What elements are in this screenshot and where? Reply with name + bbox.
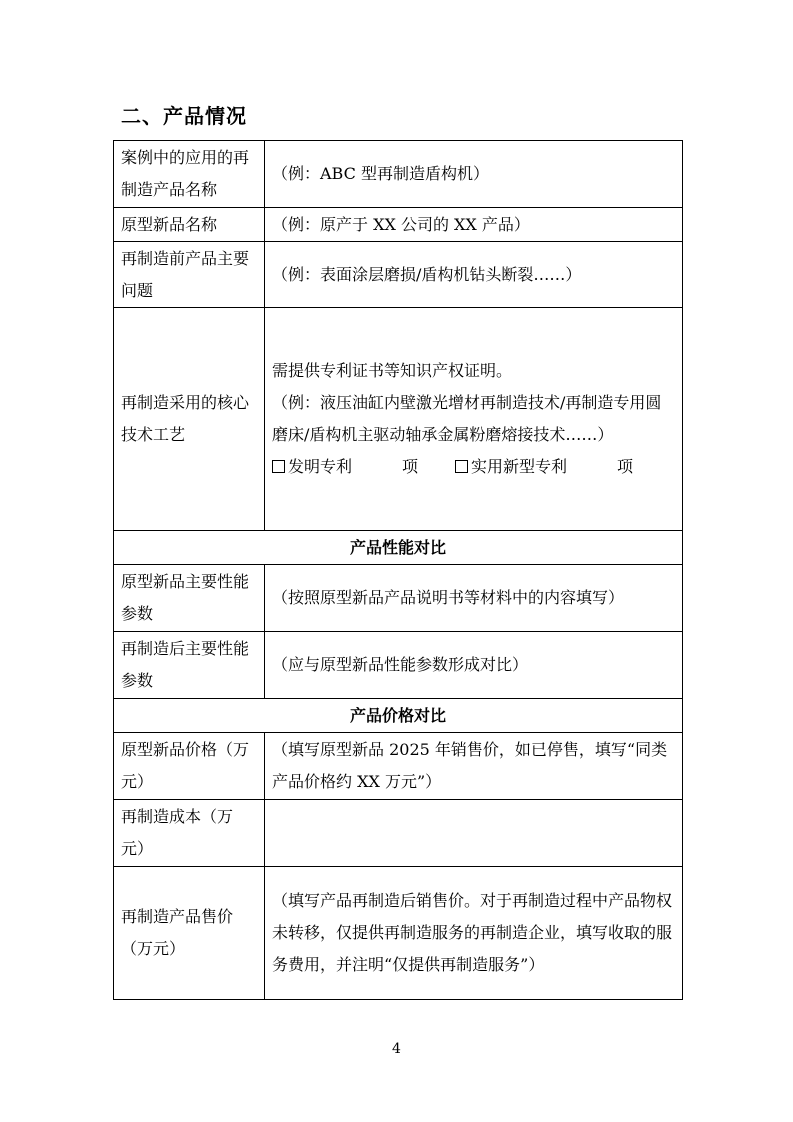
original-price-field[interactable]: （填写原型新品 2025 年销售价，如已停售，填写“同类产品价格约 XX 万元”）	[265, 733, 683, 800]
section-title: 二、产品情况	[121, 104, 247, 128]
utility-patent-checkbox[interactable]	[455, 460, 468, 473]
table-row	[114, 565, 683, 632]
core-tech-example: （例：液压油缸内壁激光增材再制造技术/再制造专用圆磨床/盾构机主驱动轴承金属粉磨熔接技术……）	[272, 393, 662, 444]
table-row	[114, 531, 683, 565]
reman-price-label: 再制造产品售价（万元）	[114, 867, 265, 1000]
page-number: 4	[392, 1041, 401, 1057]
table-row	[114, 308, 683, 531]
core-tech-field[interactable]	[265, 308, 683, 531]
original-name-field[interactable]: （例：原产于 XX 公司的 XX 产品）	[265, 208, 683, 242]
table-row	[114, 632, 683, 699]
original-price-label: 原型新品价格（万元）	[114, 733, 265, 800]
original-performance-field[interactable]: （按照原型新品产品说明书等材料中的内容填写）	[265, 565, 683, 632]
table-row	[114, 208, 683, 242]
invention-patent-unit: 项	[402, 457, 419, 476]
reman-cost-label: 再制造成本（万元）	[114, 800, 265, 867]
performance-comparison-header: 产品性能对比	[114, 531, 683, 565]
price-comparison-header: 产品价格对比	[114, 699, 683, 733]
table-row	[114, 867, 683, 1000]
table-row	[114, 242, 683, 308]
product-info-table	[113, 140, 683, 1000]
reman-price-field[interactable]: （填写产品再制造后销售价。对于再制造过程中产品物权未转移，仅提供再制造服务的再制造企业，填写收取的服务费用，并注明“仅提供再制造服务”）	[265, 867, 683, 1000]
invention-patent-checkbox[interactable]	[272, 460, 285, 473]
utility-patent-label: 实用新型专利	[471, 457, 568, 476]
main-problems-label: 再制造前产品主要问题	[114, 242, 265, 308]
reman-performance-label: 再制造后主要性能参数	[114, 632, 265, 699]
core-tech-label: 再制造采用的核心技术工艺	[114, 308, 265, 531]
main-problems-field[interactable]: （例：表面涂层磨损/盾构机钻头断裂……）	[265, 242, 683, 308]
table-row	[114, 733, 683, 800]
table-row	[114, 699, 683, 733]
table-row	[114, 141, 683, 208]
patent-count-row	[272, 451, 675, 483]
table-row	[114, 800, 683, 867]
product-name-field[interactable]: （例：ABC 型再制造盾构机）	[265, 141, 683, 208]
reman-cost-field[interactable]	[265, 800, 683, 867]
original-name-label: 原型新品名称	[114, 208, 265, 242]
product-name-label: 案例中的应用的再制造产品名称	[114, 141, 265, 208]
original-performance-label: 原型新品主要性能参数	[114, 565, 265, 632]
ip-proof-note: 需提供专利证书等知识产权证明。	[272, 361, 513, 380]
utility-patent-unit: 项	[617, 457, 634, 476]
invention-patent-label: 发明专利	[288, 457, 353, 476]
reman-performance-field[interactable]: （应与原型新品性能参数形成对比）	[265, 632, 683, 699]
